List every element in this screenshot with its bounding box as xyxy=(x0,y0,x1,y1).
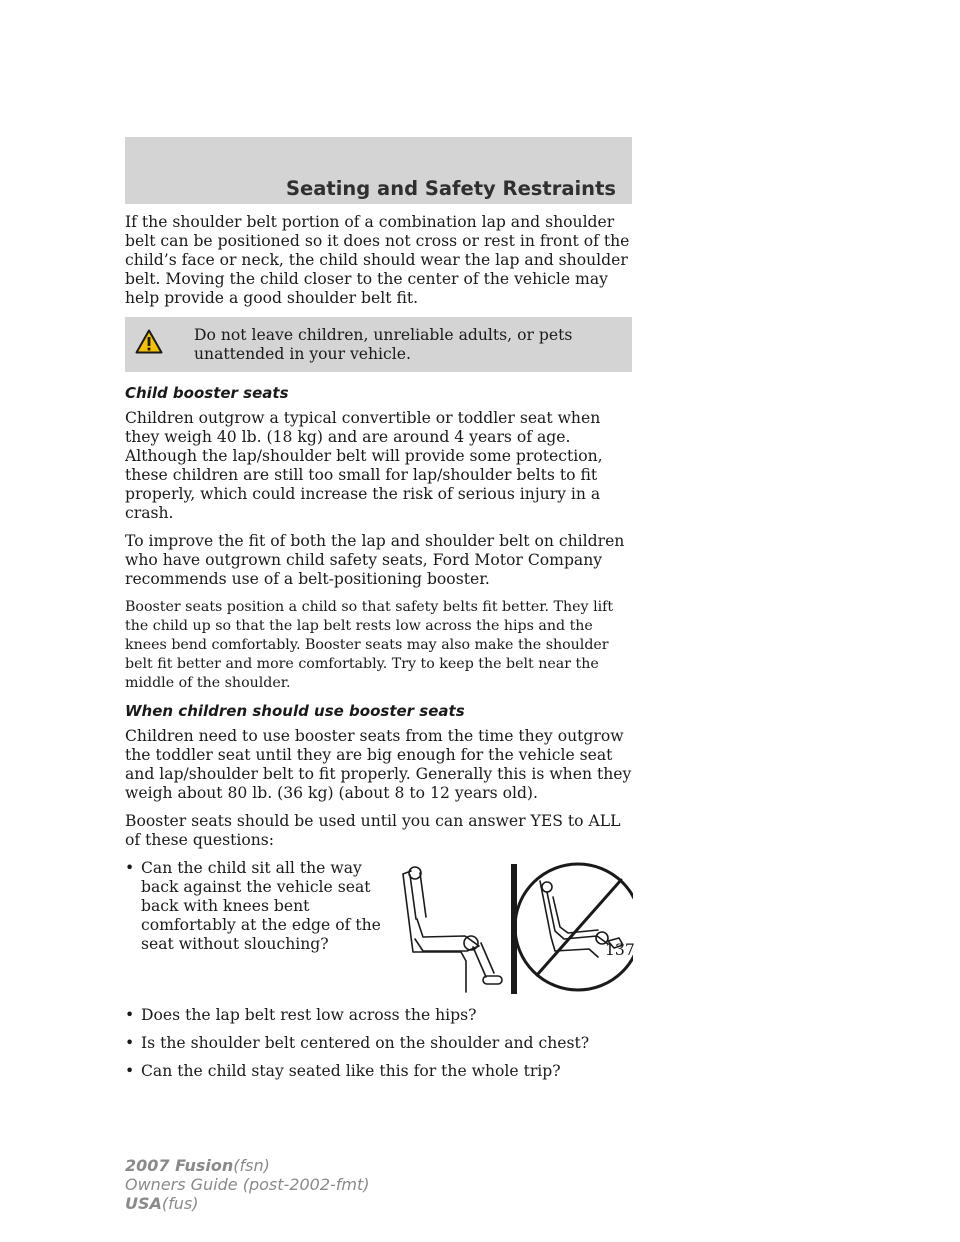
bullet-dot: • xyxy=(125,1062,135,1080)
list-item-text: Can the child stay seated like this for the whole trip? xyxy=(141,1062,561,1080)
list-item-text: Does the lap belt rest low across the hips? xyxy=(141,1006,477,1024)
footer-market-code: (fus) xyxy=(161,1194,199,1213)
list-item xyxy=(125,859,632,997)
warning-triangle-icon xyxy=(135,329,163,354)
heading-when-to-use: When children should use booster seats xyxy=(125,702,465,720)
footer-line-1 xyxy=(125,1156,370,1175)
warning-box xyxy=(125,317,632,372)
footer-line-3 xyxy=(125,1194,370,1213)
footer-market: USA xyxy=(125,1194,162,1213)
intro-paragraph: If the shoulder belt portion of a combination lap and shoulder belt can be positioned so it does not cross or rest in front of the child’s face or neck, the child should wear the lap and shoulder belt. Moving the child closer to the center of the vehicle may help provide a good shoulder belt fit. xyxy=(125,213,630,307)
booster-paragraph-3: Booster seats position a child so that safety belts fit better. They lift the child up so that the lap belt rests low across the hips and the knees bend comfortably. Booster seats may also make the shoulder belt fit better and more comfortably. Try to keep the belt near the middle of the shoulder. xyxy=(125,599,614,691)
bullet-dot: • xyxy=(125,1034,135,1052)
bullet-dot: • xyxy=(125,859,135,877)
footer-line-2: Owners Guide (post-2002-fmt) xyxy=(125,1175,370,1194)
heading-child-booster-seats: Child booster seats xyxy=(125,384,289,402)
booster-paragraph-1: Children outgrow a typical convertible or toddler seat when they weigh 40 lb. (18 kg) and are around 4 years of age. Although the lap/shoulder belt will provide some protection, these children are still too small for lap/shoulder belts to fit properly, which could increase the risk of serious injury in a crash. xyxy=(125,409,603,522)
when-paragraph-2: Booster seats should be used until you can answer YES to ALL of these questions: xyxy=(125,812,621,849)
section-title: Seating and Safety Restraints xyxy=(285,177,616,200)
when-paragraph-1: Children need to use booster seats from the time they outgrow the toddler seat until they are big enough for the vehicle seat and lap/shoulder belt to fit properly. Generally this is when they weigh about 80 lb. (36 kg) (about 8 to 12 years old). xyxy=(125,727,632,802)
list-item xyxy=(125,1034,632,1053)
page-content xyxy=(125,213,632,1090)
footer-model-code: (fsn) xyxy=(233,1156,270,1175)
booster-paragraph-2: To improve the fit of both the lap and shoulder belt on children who have outgrown child safety seats, Ford Motor Company recommends use of a belt-positioning booster. xyxy=(125,532,625,588)
footer-model: 2007 Fusion xyxy=(125,1156,234,1175)
document-footer xyxy=(125,1156,370,1213)
warning-text: Do not leave children, unreliable adults, or pets unattended in your vehicle. xyxy=(194,326,573,363)
booster-seat-illustration xyxy=(393,859,633,995)
bullet-dot: • xyxy=(125,1006,135,1024)
list-item-text: Is the shoulder belt centered on the shoulder and chest? xyxy=(141,1034,590,1052)
page-number: 137 xyxy=(605,941,635,959)
list-item-text: Can the child sit all the way back against the vehicle seat back with knees bent comfortably at the edge of the seat without slouching? xyxy=(141,859,381,953)
list-item xyxy=(125,1062,632,1081)
header-band xyxy=(125,137,632,204)
list-item xyxy=(125,1006,632,1025)
